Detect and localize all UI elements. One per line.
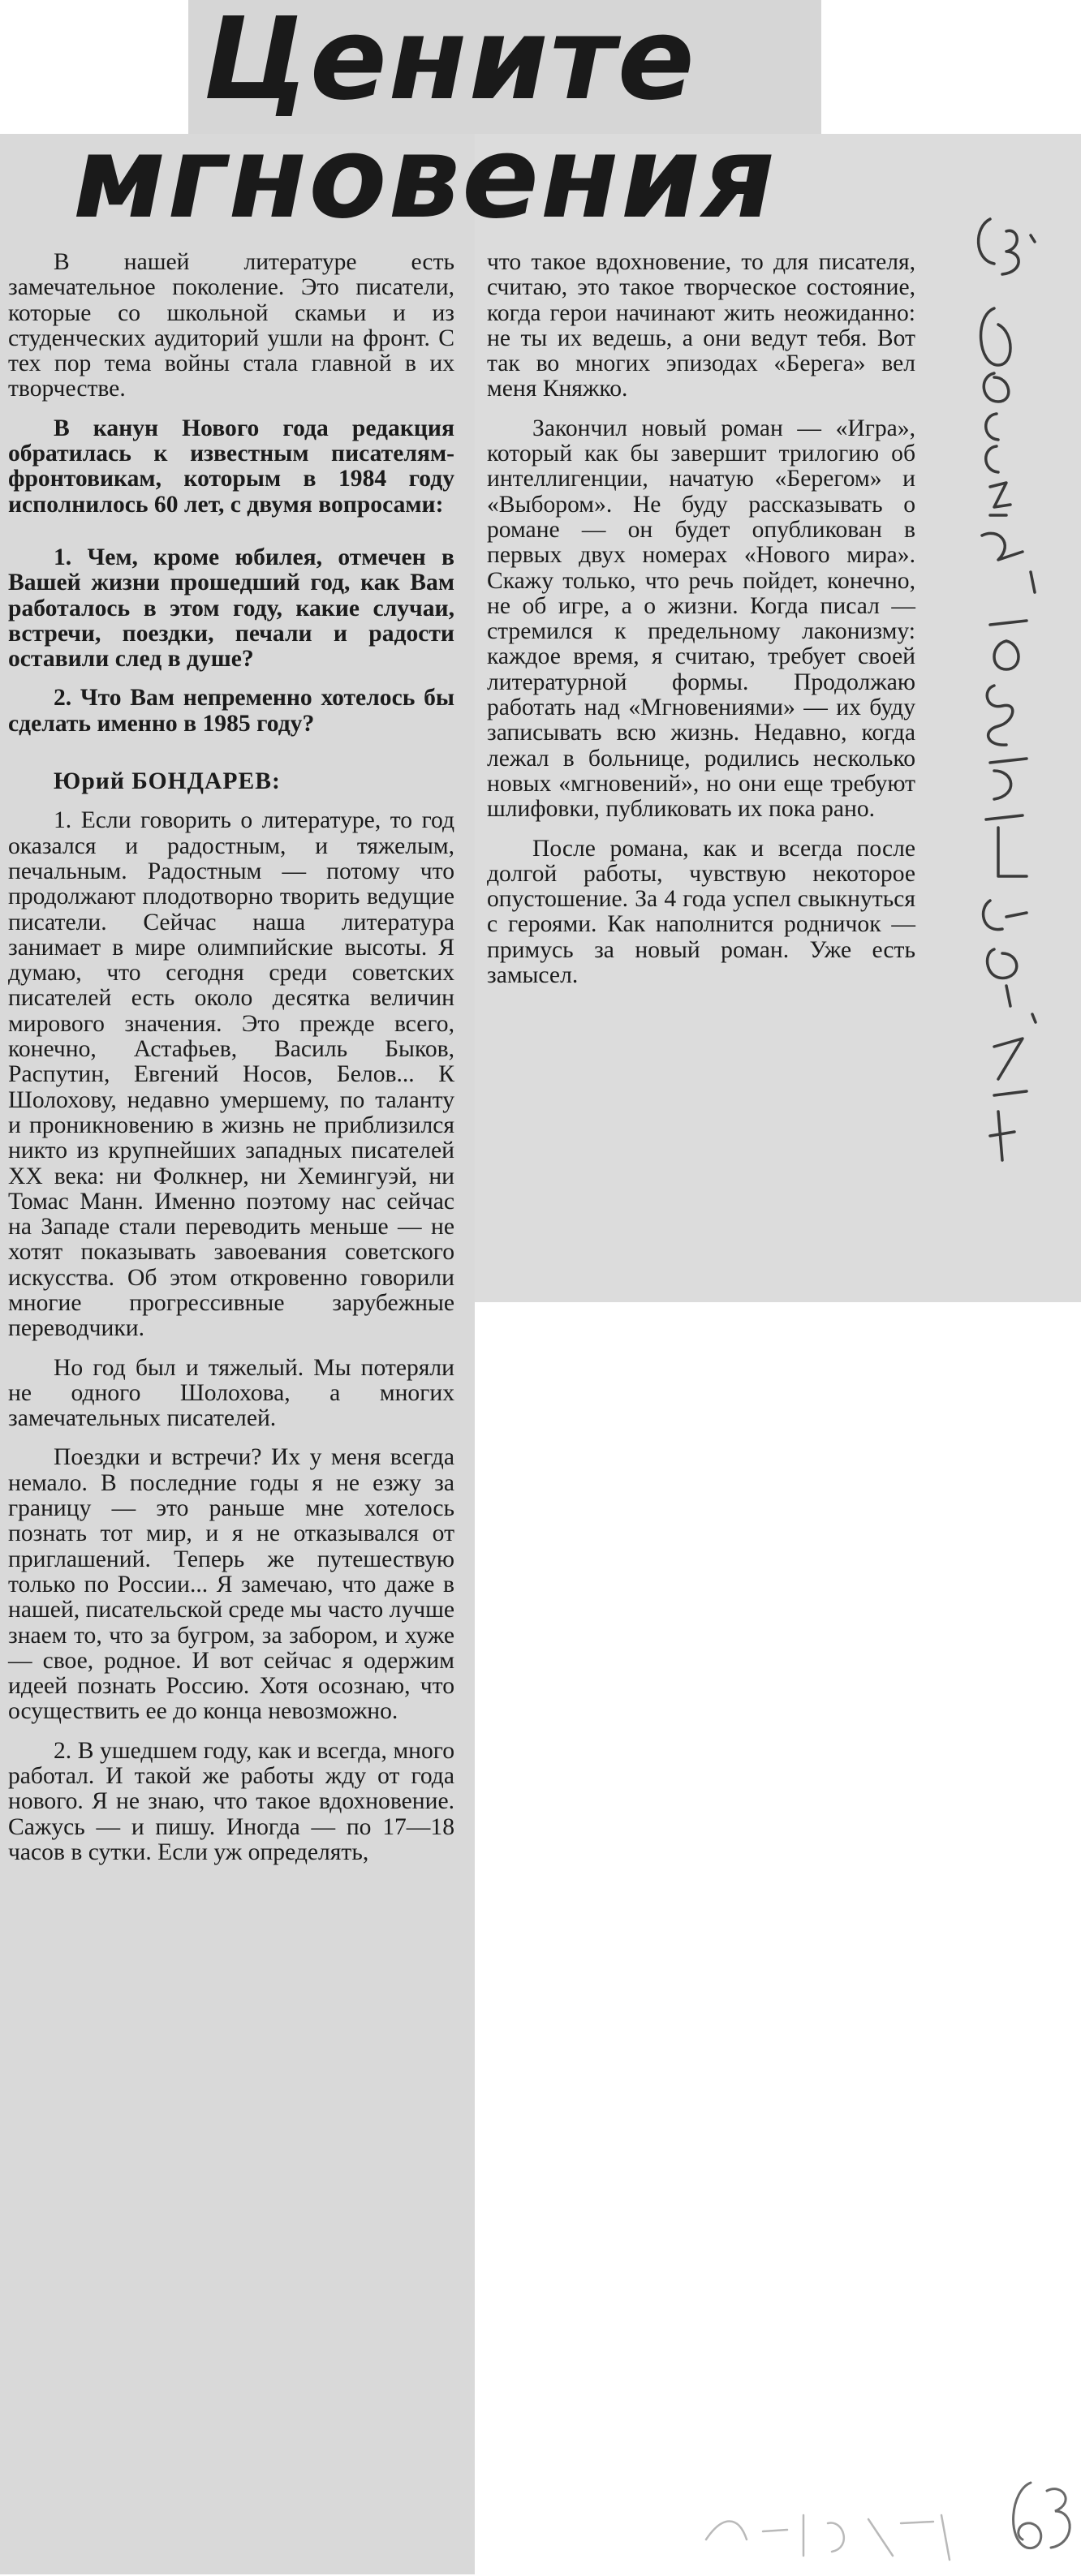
- headline-line-1: Цените: [203, 0, 696, 126]
- answer-paragraph: 1. Если говорить о литературе, то год оказался и радостным, и тяжелым, печальным. Радостным — потому что продолжают плодотворно творить ведущие писатели. Сейчас наша литература занимает в мире олимпийские высоты. Я думаю, что сегодня среди советских писателей есть около десятка величин мирового значения. Это прежде всего, конечно, Астафьев, Василь Быков, Распутин, Евгений Носов, Белов... К Шолохову, недавно умершему, по таланту и проникновению в жизнь не приблизился никто из крупнейших западных писателей XX века: ни Фолкнер, ни Хемингуэй, ни Томас Манн. Именно поэтому нас сейчас на Западе стали переводить меньше — не хотят показывать завоевания советского искусства. Об этом откровенно говорили многие прогрессивные зарубежные переводчики.: [8, 807, 454, 1342]
- article-column-2: [487, 250, 915, 1002]
- handwritten-source-note: [958, 203, 1055, 1298]
- page-number-drawing: [998, 2458, 1079, 2572]
- question-2: 2. Что Вам непременно хотелось бы сделать именно в 1985 году?: [8, 685, 454, 737]
- article-column-1: [8, 250, 454, 1879]
- archive-stamp-drawing: [690, 2483, 966, 2572]
- intro-paragraph: В нашей литературе есть замечательное поколение. Это писатели, которые со школьной скамьи и из студенческих аудиторий ушли на фронт. С тех пор тема войны стала главной в их творчестве.: [8, 249, 454, 402]
- blank-page-area: [475, 1302, 1081, 2574]
- answer-paragraph: Поездки и встречи? Их у меня всегда немало. В последние годы я не езжу за границу — это раньше мне хотелось познать тот мир, и я не отказывался от приглашений. Теперь же путешествую только по России... Я замечаю, что даже в нашей, писательской среде мы часто лучше знаем то, что за бугром, за забором, и хуже — свое, родное. И вот сейчас я одержим идеей познать Россию. Хотя осознаю, что осуществить ее до конца невозможно.: [8, 1444, 454, 1725]
- faint-archive-stamp: [690, 2483, 966, 2572]
- question-1: 1. Чем, кроме юбилея, отмечен в Вашей жизни прошедший год, как Вам работалось в этом году, какие случаи, встречи, поездки, печали и радости оставили след в душе?: [8, 544, 454, 673]
- answer-paragraph: Закончил новый роман — «Игра», который как бы завершит трилогию об интеллигенции, начатую «Берегом» и «Выбором». Не буду рассказывать о романе — он будет опубликован в первых двух номерах «Нового мира». Скажу только, что речь пойдет, конечно, не об игре, а о жизни. Когда писал — стремился к предельному лаконизму: каждое время, я считаю, требует своей литературной формы. Продолжаю работать над «Мгновениями» — их буду записывать всю жизнь. Недавно, когда лежал в больнице, родились несколько новых «мгновений», но они еще требуют шлифовки, публиковать их пока рано.: [487, 415, 915, 823]
- headline-line-2: мгновения: [73, 112, 777, 244]
- article-headline: [49, 0, 828, 244]
- answer-paragraph: После романа, как и всегда после долгой работы, чувствую некоторое опустошение. За 4 года успел свыкнуться с героями. Как наполнится родничок — примусь за новый роман. Уже есть замысел.: [487, 835, 915, 989]
- answer-paragraph: 2. В ушедшем году, как и всегда, много работал. И такой же работы жду от года нового. Я не знаю, что такое вдохновение. Сажусь — и пишу. Иногда — по 17—18 часов в сутки. Если уж определять,: [8, 1737, 454, 1865]
- intro-paragraph: В канун Нового года редакция обратилась к известным писателям-фронтовикам, которым в 1984 году исполнилось 60 лет, с двумя вопросами:: [8, 415, 454, 518]
- page-number-handwritten: [998, 2458, 1079, 2572]
- author-name: Юрий БОНДАРЕВ:: [54, 768, 281, 795]
- answer-paragraph: Но год был и тяжелый. Мы потеряли не одного Шолохова, а многих замечательных писателей.: [8, 1354, 454, 1432]
- answer-paragraph: что такое вдохновение, то для писателя, считаю, это такое творческое состояние, когда герои начинают жить неожиданно: не ты их ведешь, а они ведут тебя. Вот так во многих эпизодах «Берега» вел меня Княжко.: [487, 249, 915, 402]
- handwritten-note-drawing: [958, 203, 1055, 1298]
